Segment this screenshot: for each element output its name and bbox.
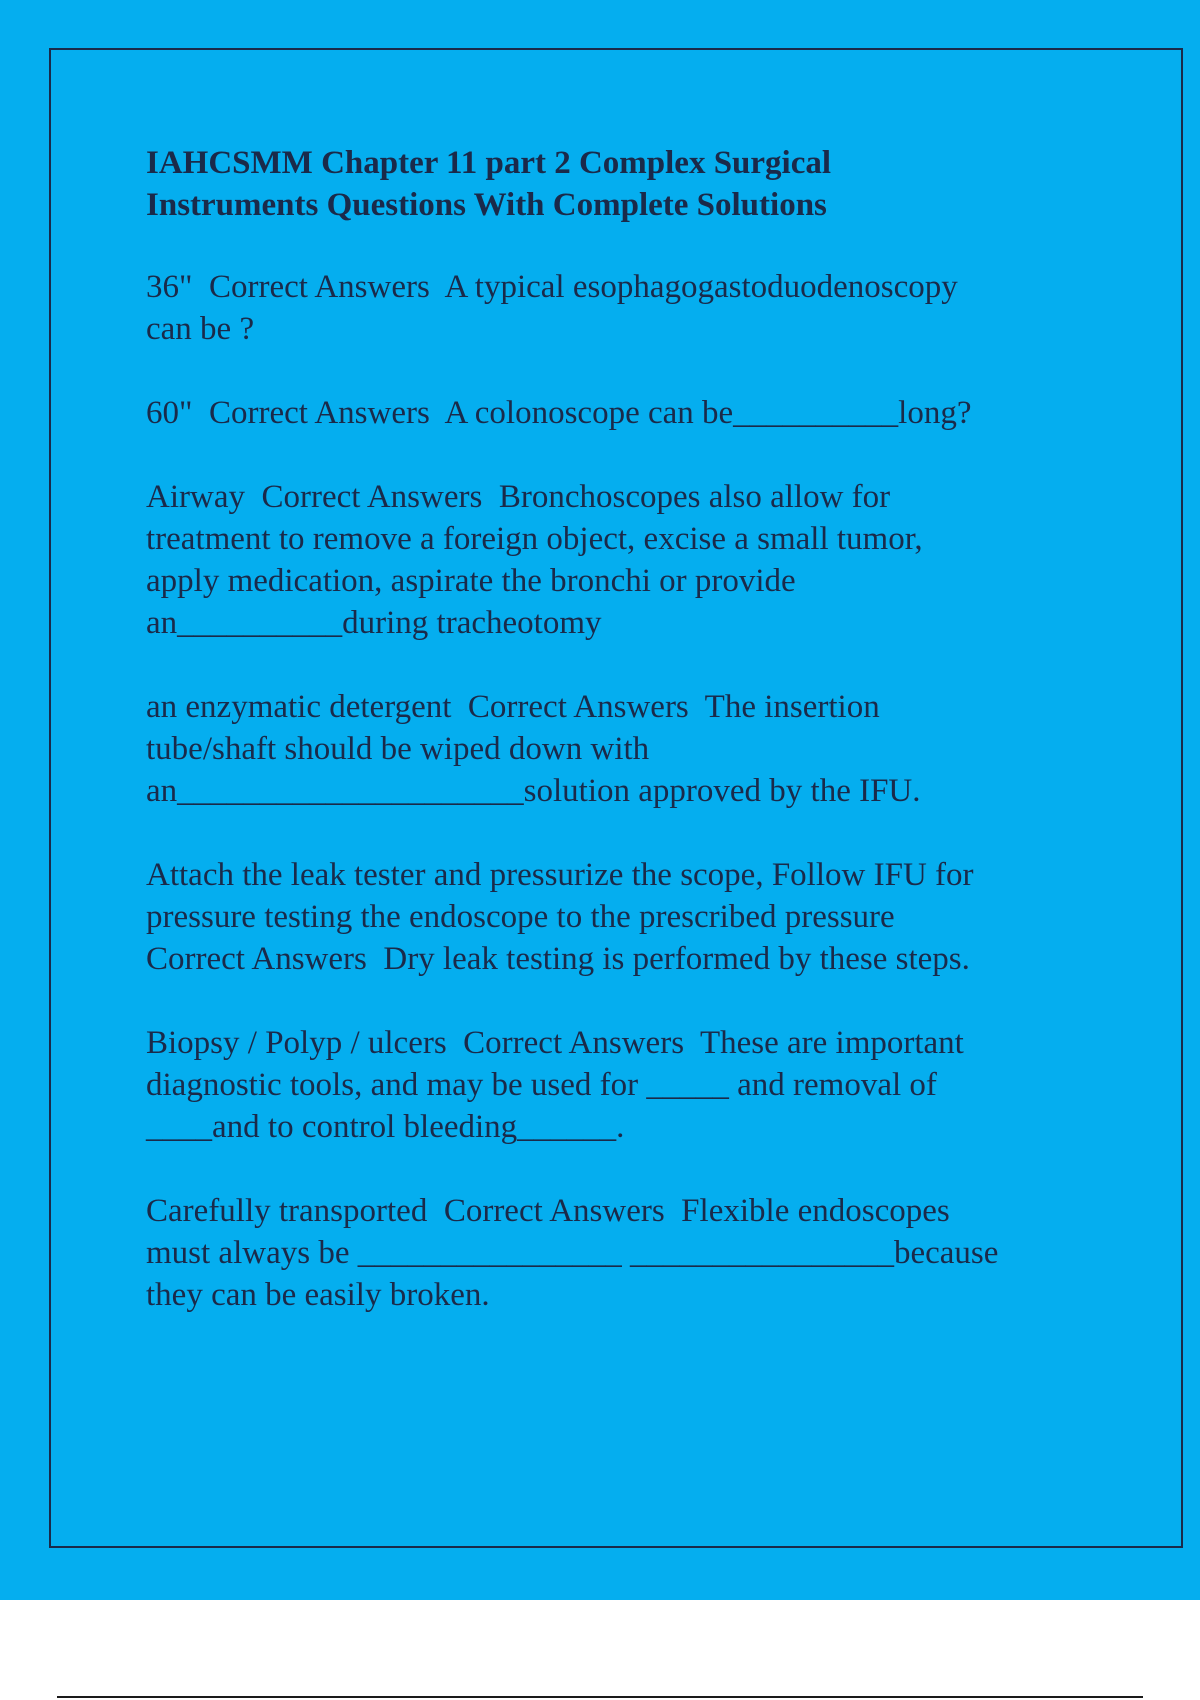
qa-item-5: Attach the leak tester and pressurize the scope, Follow IFU for pressure testing the endoscope to the prescribed pressure Correct Answers Dry leak testing is performed by these steps. bbox=[146, 857, 974, 977]
document-title bbox=[146, 142, 1096, 226]
qa-item-1: 36" Correct Answers A typical esophagogastoduodenoscopy can be ? bbox=[146, 269, 958, 347]
qa-item-7: Carefully transported Correct Answers Flexible endoscopes must always be ________________ ________________because they can be easily broken. bbox=[146, 1193, 999, 1313]
document-body bbox=[146, 142, 1096, 1358]
qa-item-3: Airway Correct Answers Bronchoscopes also allow for treatment to remove a foreign object, excise a small tumor, apply medication, aspirate the bronchi or provide an__________during tracheotomy bbox=[146, 479, 923, 641]
qa-item-2: 60" Correct Answers A colonoscope can be__________long? bbox=[146, 395, 972, 431]
qa-item-4: an enzymatic detergent Correct Answers The insertion tube/shaft should be wiped down with an_____________________solution approved by the IFU. bbox=[146, 689, 921, 809]
footer-divider bbox=[57, 1696, 1143, 1698]
qa-item-6: Biopsy / Polyp / ulcers Correct Answers These are important diagnostic tools, and may be used for _____ and removal of ____and to control bleeding______. bbox=[146, 1025, 964, 1145]
title-line-2: Instruments Questions With Complete Solutions bbox=[146, 187, 827, 223]
title-line-1: IAHCSMM Chapter 11 part 2 Complex Surgical bbox=[146, 145, 832, 181]
